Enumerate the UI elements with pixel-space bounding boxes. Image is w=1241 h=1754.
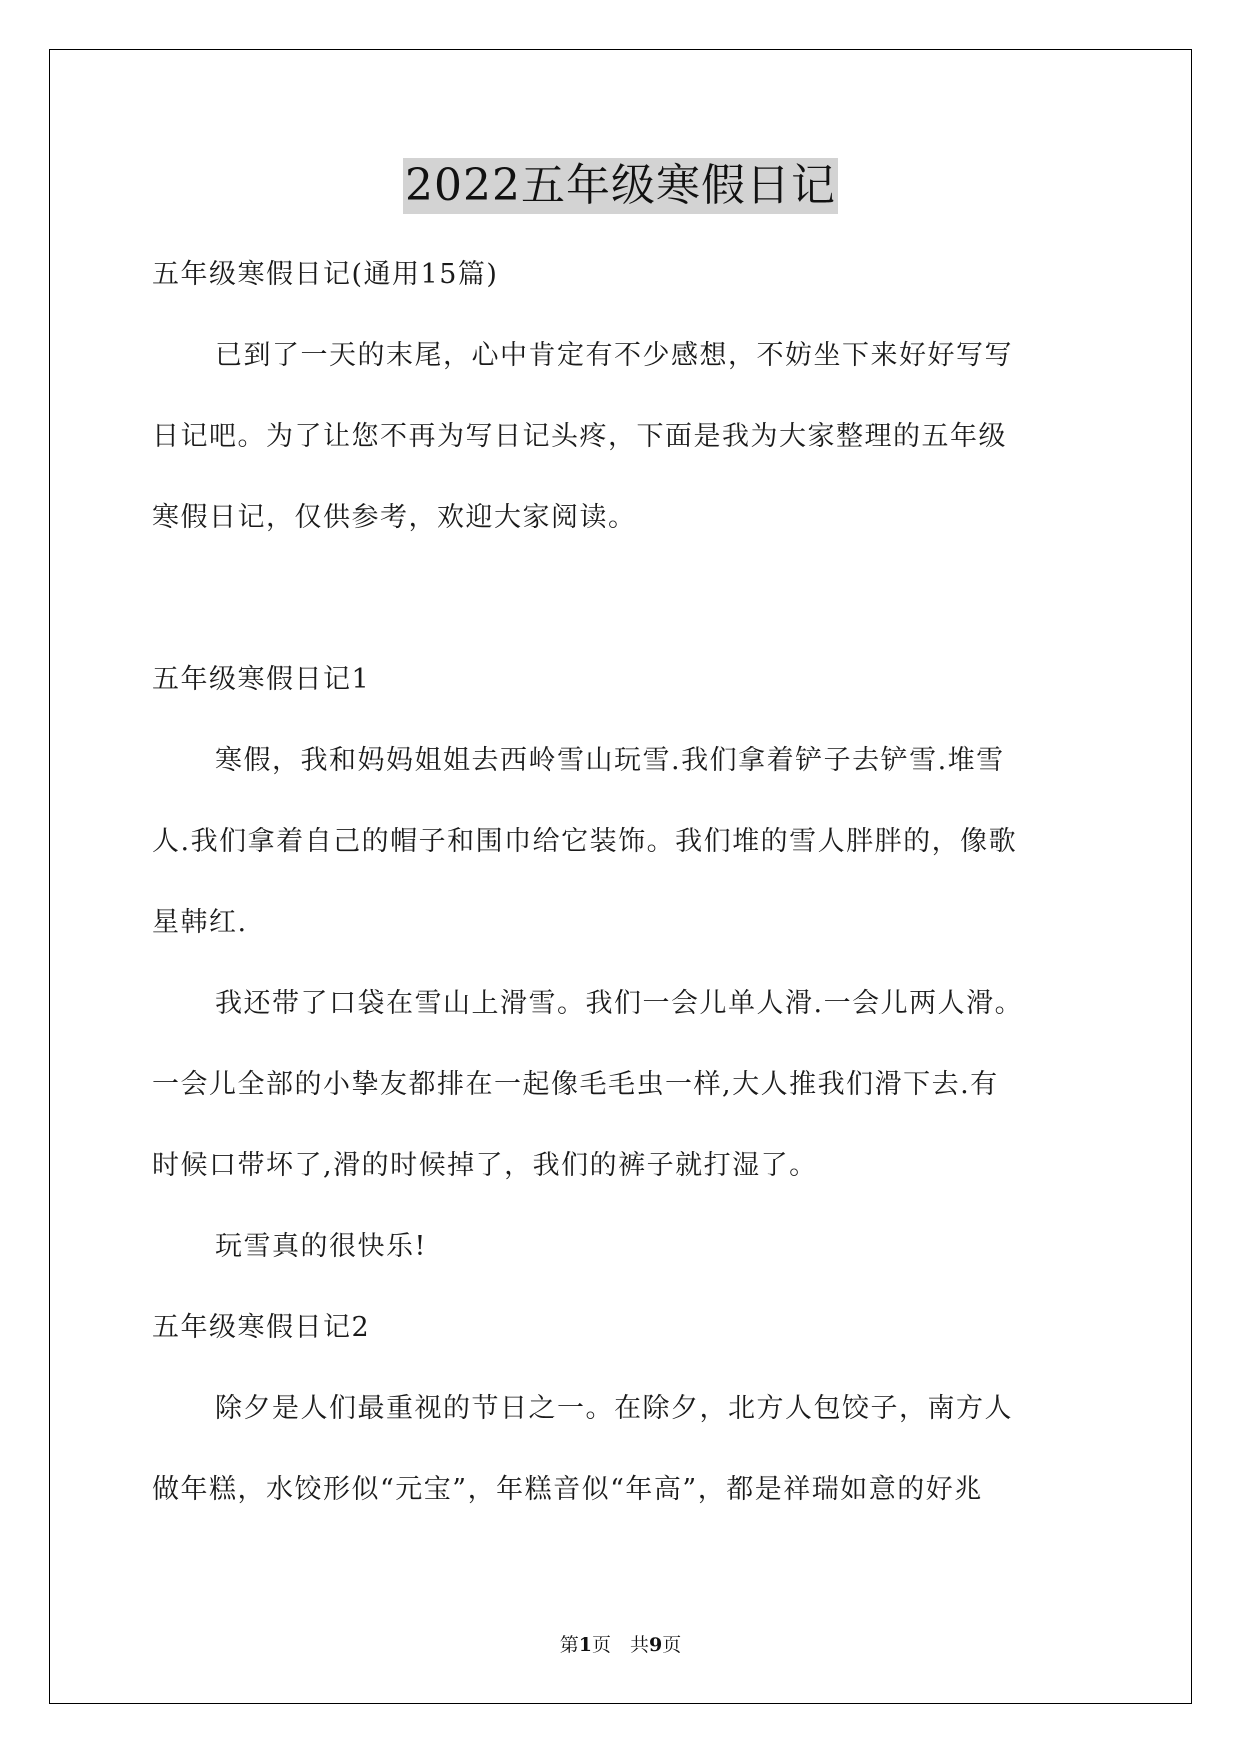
body-line: 星韩红. (152, 907, 248, 938)
body-line: 做年糕，水饺形似“元宝”，年糕音似“年高”，都是祥瑞如意的好兆 (152, 1474, 983, 1505)
total-page-number: 9 (649, 1634, 663, 1656)
spacer (152, 558, 1092, 639)
current-page-number: 1 (578, 1634, 592, 1656)
footer-prefix: 第 (559, 1634, 579, 1656)
document-title: 2022五年级寒假日记 (403, 158, 838, 214)
section-heading: 五年级寒假日记1 (152, 664, 371, 695)
intro-line: 已到了一天的末尾，心中肯定有不少感想，不妨坐下来好好写写 (215, 340, 1013, 371)
title-container (0, 158, 1241, 214)
document-body (152, 234, 1092, 1530)
intro-line: 日记吧。为了让您不再为写日记头疼，下面是我为大家整理的五年级 (152, 421, 1007, 452)
body-line: 人.我们拿着自己的帽子和围巾给它装饰。我们堆的雪人胖胖的，像歌 (152, 826, 1018, 857)
body-line: 时候口带坏了,滑的时候掉了，我们的裤子就打湿了。 (152, 1150, 818, 1181)
body-line: 一会儿全部的小挚友都排在一起像毛毛虫一样,大人推我们滑下去.有 (152, 1069, 999, 1100)
body-line: 我还带了口袋在雪山上滑雪。我们一会儿单人滑.一会儿两人滑。 (215, 988, 1024, 1019)
body-line: 除夕是人们最重视的节日之一。在除夕，北方人包饺子，南方人 (215, 1393, 1013, 1424)
body-line: 寒假，我和妈妈姐姐去西岭雪山玩雪.我们拿着铲子去铲雪.堆雪 (215, 745, 1005, 776)
footer-suffix: 页 (662, 1634, 682, 1656)
intro-line: 寒假日记，仅供参考，欢迎大家阅读。 (152, 502, 637, 533)
section-heading: 五年级寒假日记2 (152, 1312, 371, 1343)
page-footer (0, 1630, 1241, 1657)
subtitle: 五年级寒假日记(通用15篇) (152, 259, 499, 290)
body-line: 玩雪真的很快乐! (215, 1231, 427, 1262)
footer-mid: 页 共 (591, 1634, 649, 1656)
